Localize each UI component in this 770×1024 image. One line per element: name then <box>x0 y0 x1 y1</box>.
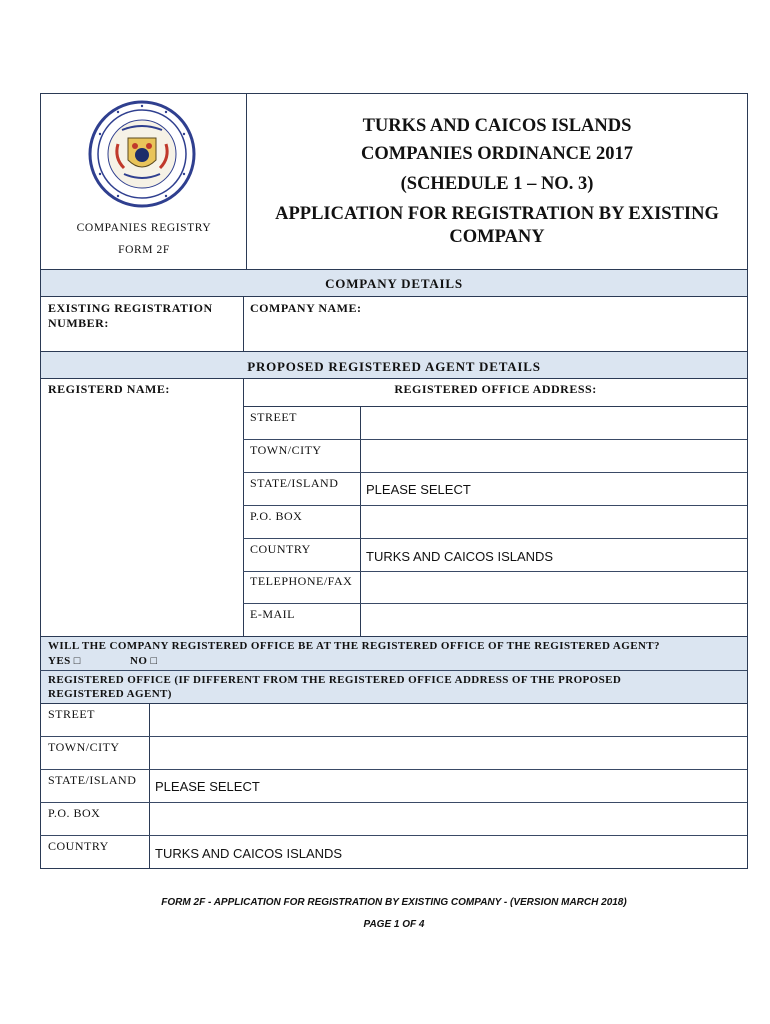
registered-name-label: REGISTERD NAME: <box>48 382 170 396</box>
registered-office-heading: REGISTERED OFFICE (IF DIFFERENT FROM THE REGISTERED OFFICE ADDRESS OF THE PROPOSED REGISTERED AGENT) <box>48 674 622 700</box>
title-line-3: (SCHEDULE 1 – NO. 3) <box>400 174 594 194</box>
agent-details-heading: PROPOSED REGISTERED AGENT DETAILS <box>247 359 541 374</box>
office-country-label: COUNTRY <box>48 839 109 853</box>
agent-email-field[interactable] <box>362 605 746 635</box>
title-line-1: TURKS AND CAICOS ISLANDS <box>362 116 632 136</box>
agent-pobox-field[interactable] <box>362 507 746 537</box>
company-details-heading: COMPANY DETAILS <box>325 276 463 291</box>
office-state-select[interactable]: PLEASE SELECT <box>155 779 260 794</box>
registration-number-field[interactable] <box>42 330 242 350</box>
existing-registration-number-label: EXISTING REGISTRATION NUMBER: <box>48 301 213 330</box>
agent-town-label: TOWN/CITY <box>250 443 322 457</box>
yes-checkbox[interactable]: YES □ <box>48 655 81 667</box>
title-line-2: COMPANIES ORDINANCE 2017 <box>360 144 634 164</box>
office-town-field[interactable] <box>151 738 746 768</box>
registered-name-field[interactable] <box>42 400 242 634</box>
registered-office-question: WILL THE COMPANY REGISTERED OFFICE BE AT THE REGISTERED OFFICE OF THE REGISTERED AGENT? <box>48 640 660 652</box>
office-pobox-label: P.O. BOX <box>48 806 101 820</box>
footer-page-number: PAGE 1 OF 4 <box>363 919 425 930</box>
agent-phone-label: TELEPHONE/FAX <box>250 574 353 588</box>
agent-town-field[interactable] <box>362 441 746 471</box>
agent-country-select[interactable]: TURKS AND CAICOS ISLANDS <box>366 549 554 564</box>
company-details-band <box>41 270 747 296</box>
office-state-label: STATE/ISLAND <box>48 773 137 787</box>
registry-label: COMPANIES REGISTRY <box>76 222 212 234</box>
office-town-label: TOWN/CITY <box>48 740 120 754</box>
agent-country-label: COUNTRY <box>250 542 311 556</box>
agent-street-field[interactable] <box>362 408 746 438</box>
agent-email-label: E-MAIL <box>250 607 295 621</box>
company-name-label: COMPANY NAME: <box>250 301 362 315</box>
footer-form-title: FORM 2F - APPLICATION FOR REGISTRATION BY EXISTING COMPANY - (VERSION MARCH 2018) <box>161 897 627 908</box>
form-number-label: FORM 2F <box>118 244 170 256</box>
agent-phone-field[interactable] <box>362 573 746 602</box>
agent-details-band <box>41 352 747 378</box>
office-street-field[interactable] <box>151 705 746 735</box>
seal-logo <box>88 100 196 208</box>
form-title <box>248 113 746 250</box>
agent-state-select[interactable]: PLEASE SELECT <box>366 482 471 497</box>
agent-state-label: STATE/ISLAND <box>250 476 339 490</box>
office-country-select[interactable]: TURKS AND CAICOS ISLANDS <box>155 846 343 861</box>
office-pobox-field[interactable] <box>151 804 746 834</box>
registered-office-address-heading: REGISTERED OFFICE ADDRESS: <box>394 382 597 396</box>
agent-pobox-label: P.O. BOX <box>250 509 303 523</box>
no-checkbox[interactable]: NO □ <box>130 655 158 667</box>
office-street-label: STREET <box>48 707 95 721</box>
company-name-field[interactable] <box>245 318 745 350</box>
title-line-5: COMPANY <box>449 227 545 247</box>
agent-street-label: STREET <box>250 410 297 424</box>
title-line-4: APPLICATION FOR REGISTRATION BY EXISTING <box>275 204 719 224</box>
